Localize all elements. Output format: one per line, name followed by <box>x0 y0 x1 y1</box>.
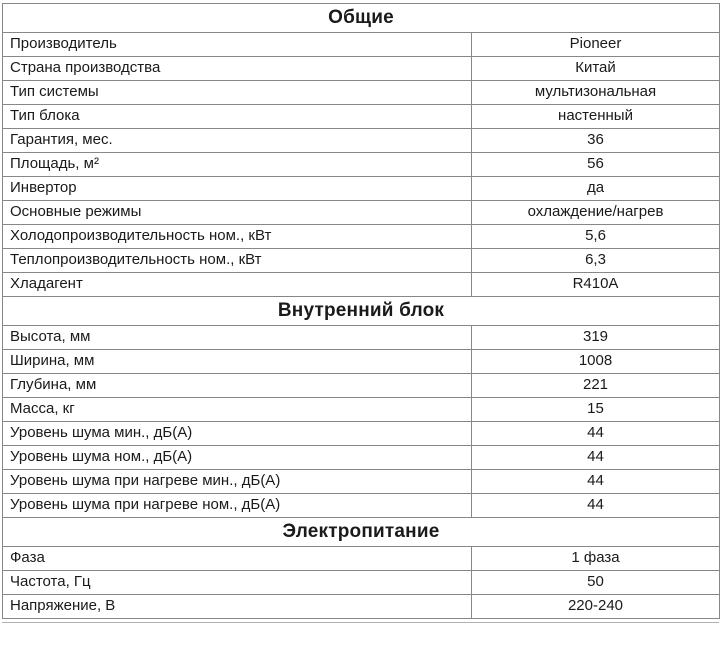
spec-label: Холодопроизводительность ном., кВт <box>3 225 472 249</box>
spec-label: Фаза <box>3 547 472 571</box>
spec-label: Производитель <box>3 33 472 57</box>
spec-label: Тип системы <box>3 81 472 105</box>
spec-label: Тип блока <box>3 105 472 129</box>
section-title: Электропитание <box>3 518 720 547</box>
section-header-row <box>3 518 720 547</box>
spec-row <box>3 350 720 374</box>
spec-value: Pioneer <box>472 33 720 57</box>
spec-label: Напряжение, В <box>3 595 472 619</box>
spec-value: 319 <box>472 326 720 350</box>
spec-row <box>3 446 720 470</box>
spec-label: Уровень шума при нагреве мин., дБ(А) <box>3 470 472 494</box>
spec-value: 15 <box>472 398 720 422</box>
spec-value: да <box>472 177 720 201</box>
spec-label: Инвертор <box>3 177 472 201</box>
spec-label: Хладагент <box>3 273 472 297</box>
clipped-next-row-border <box>2 622 719 623</box>
spec-value: 221 <box>472 374 720 398</box>
spec-label: Гарантия, мес. <box>3 129 472 153</box>
spec-row <box>3 177 720 201</box>
spec-label: Частота, Гц <box>3 571 472 595</box>
spec-table-body <box>3 4 720 619</box>
spec-value: Китай <box>472 57 720 81</box>
spec-row <box>3 494 720 518</box>
spec-value: 56 <box>472 153 720 177</box>
spec-value: мультизональная <box>472 81 720 105</box>
spec-table <box>2 3 720 619</box>
spec-row <box>3 398 720 422</box>
spec-row <box>3 105 720 129</box>
spec-row <box>3 33 720 57</box>
spec-row <box>3 153 720 177</box>
spec-row <box>3 81 720 105</box>
spec-row <box>3 57 720 81</box>
spec-label: Уровень шума при нагреве ном., дБ(А) <box>3 494 472 518</box>
spec-label: Страна производства <box>3 57 472 81</box>
spec-value: 1 фаза <box>472 547 720 571</box>
spec-row <box>3 225 720 249</box>
spec-label: Теплопроизводительность ном., кВт <box>3 249 472 273</box>
spec-label: Уровень шума ном., дБ(А) <box>3 446 472 470</box>
spec-row <box>3 595 720 619</box>
spec-row <box>3 249 720 273</box>
spec-label: Ширина, мм <box>3 350 472 374</box>
spec-label: Глубина, мм <box>3 374 472 398</box>
spec-row <box>3 571 720 595</box>
spec-row <box>3 470 720 494</box>
spec-value: 44 <box>472 470 720 494</box>
spec-label: Высота, мм <box>3 326 472 350</box>
spec-row <box>3 326 720 350</box>
spec-row <box>3 547 720 571</box>
spec-row <box>3 201 720 225</box>
spec-label: Основные режимы <box>3 201 472 225</box>
spec-value: 44 <box>472 446 720 470</box>
spec-label: Масса, кг <box>3 398 472 422</box>
spec-value: настенный <box>472 105 720 129</box>
spec-value: 44 <box>472 494 720 518</box>
spec-label: Площадь, м² <box>3 153 472 177</box>
spec-value: 6,3 <box>472 249 720 273</box>
spec-row <box>3 273 720 297</box>
spec-value: 5,6 <box>472 225 720 249</box>
section-header-row <box>3 297 720 326</box>
spec-value: охлаждение/нагрев <box>472 201 720 225</box>
spec-value: 50 <box>472 571 720 595</box>
spec-value: 220-240 <box>472 595 720 619</box>
section-title: Внутренний блок <box>3 297 720 326</box>
spec-label: Уровень шума мин., дБ(А) <box>3 422 472 446</box>
section-header-row <box>3 4 720 33</box>
spec-value: R410A <box>472 273 720 297</box>
spec-row <box>3 374 720 398</box>
section-title: Общие <box>3 4 720 33</box>
spec-value: 1008 <box>472 350 720 374</box>
spec-row <box>3 129 720 153</box>
spec-value: 44 <box>472 422 720 446</box>
spec-row <box>3 422 720 446</box>
spec-value: 36 <box>472 129 720 153</box>
